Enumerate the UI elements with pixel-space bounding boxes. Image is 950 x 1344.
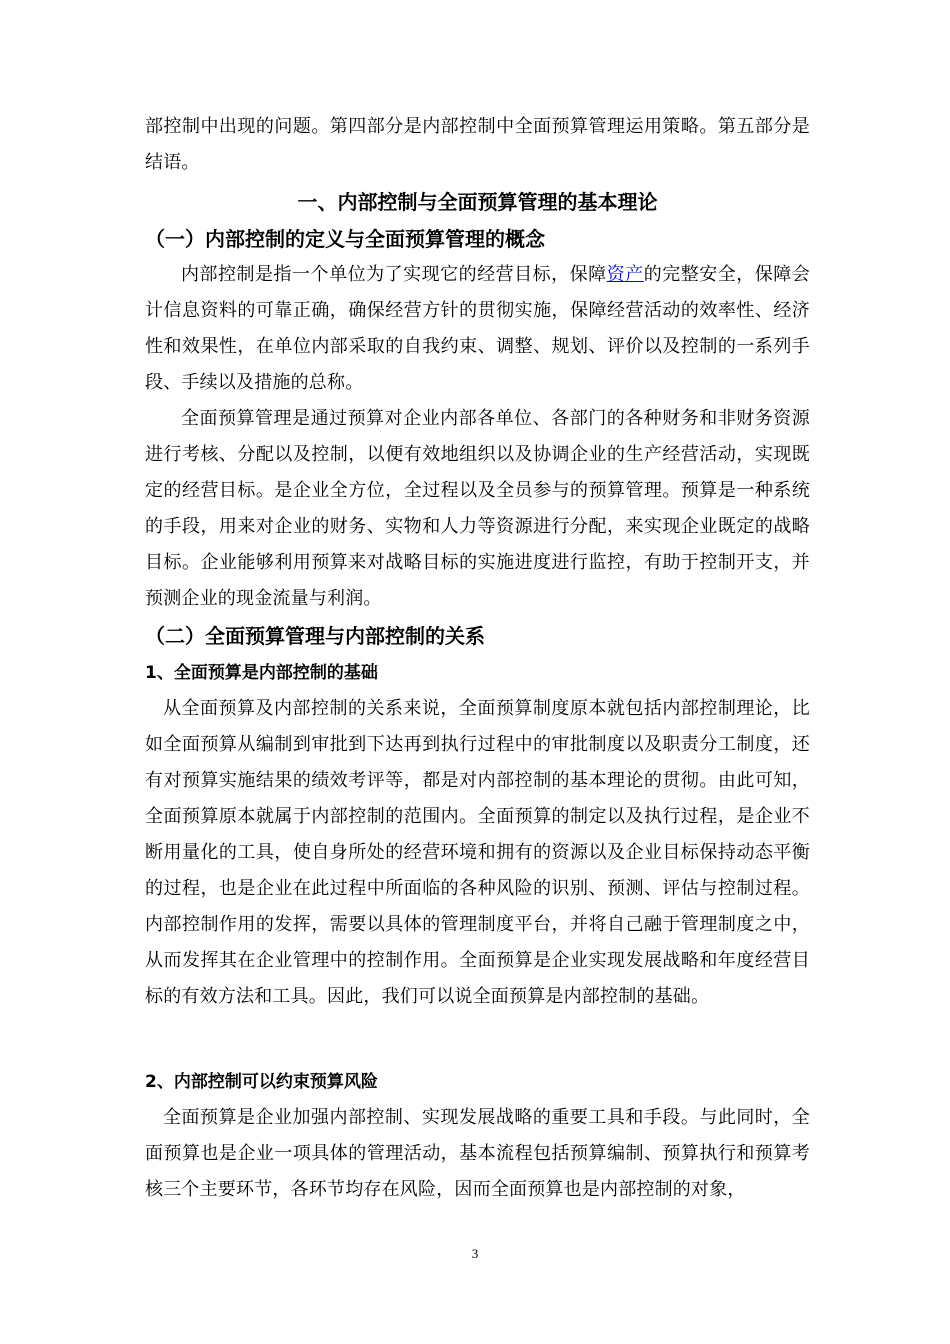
point-title-2: 2、内部控制可以约束预算风险 [145, 1072, 378, 1092]
paragraph-text: 的完整安全，保障会计信息资料的可靠正确，确保经营方针的贯彻实施，保障经营活动的效率性、经济性和效果性，在单位内部采取的自我约束、调整、规划、评价以及控制的一系列手段、手续以及措施的总称。 [145, 264, 810, 393]
section-title: 一、内部控制与全面预算管理的基本理论 [297, 190, 658, 214]
asset-link[interactable]: 资产 [606, 264, 644, 285]
subsection-title-2: （二）全面预算管理与内部控制的关系 [145, 624, 485, 648]
page-number: 3 [471, 1246, 479, 1261]
paragraph-internal-control-definition [145, 257, 810, 401]
paragraph-budget-foundation: 从全面预算及内部控制的关系来说，全面预算制度原本就包括内部控制理论，比如全面预算从编制到审批到下达再到执行过程中的审批制度以及职责分工制度，还有对预算实施结果的绩效考评等，都是对内部控制的基本理论的贯彻。由此可知，全面预算原本就属于内部控制的范围内。全面预算的制定以及执行过程，是企业不断用量化的工具，使自身所处的经营环境和拥有的资源以及企业目标保持动态平衡的过程，也是企业在此过程中所面临的各种风险的识别、预测、评估与控制过程。内部控制作用的发挥，需要以具体的管理制度平台，并将自己融于管理制度之中，从而发挥其在企业管理中的控制作用。全面预算是企业实现发展战略和年度经营目标的有效方法和工具。因此，我们可以说全面预算是内部控制的基础。 [145, 698, 810, 1007]
point-title-1: 1、全面预算是内部控制的基础 [145, 663, 378, 683]
paragraph-text: 内部控制是指一个单位为了实现它的经营目标，保障 [181, 264, 607, 285]
paragraph-budget-concept: 全面预算管理是通过预算对企业内部各单位、各部门的各种财务和非财务资源进行考核、分配以及控制，以便有效地组织以及协调企业的生产经营活动，实现既定的经营目标。是企业全方位，全过程以及全员参与的预算管理。预算是一种系统的手段，用来对企业的财务、实物和人力等资源进行分配，来实现企业既定的战略目标。企业能够利用预算来对战略目标的实施进度进行监控，有助于控制开支，并预测企业的现金流量与利润。 [145, 408, 810, 609]
paragraph-budget-risk: 全面预算是企业加强内部控制、实现发展战略的重要工具和手段。与此同时，全面预算也是企业一项具体的管理活动，基本流程包括预算编制、预算执行和预算考核三个主要环节，各环节均存在风险，因而全面预算也是内部控制的对象， [145, 1107, 810, 1200]
subsection-title-1: （一）内部控制的定义与全面预算管理的概念 [145, 227, 545, 251]
intro-paragraph-tail: 部控制中出现的问题。第四部分是内部控制中全面预算管理运用策略。第五部分是结语。 [145, 116, 810, 173]
